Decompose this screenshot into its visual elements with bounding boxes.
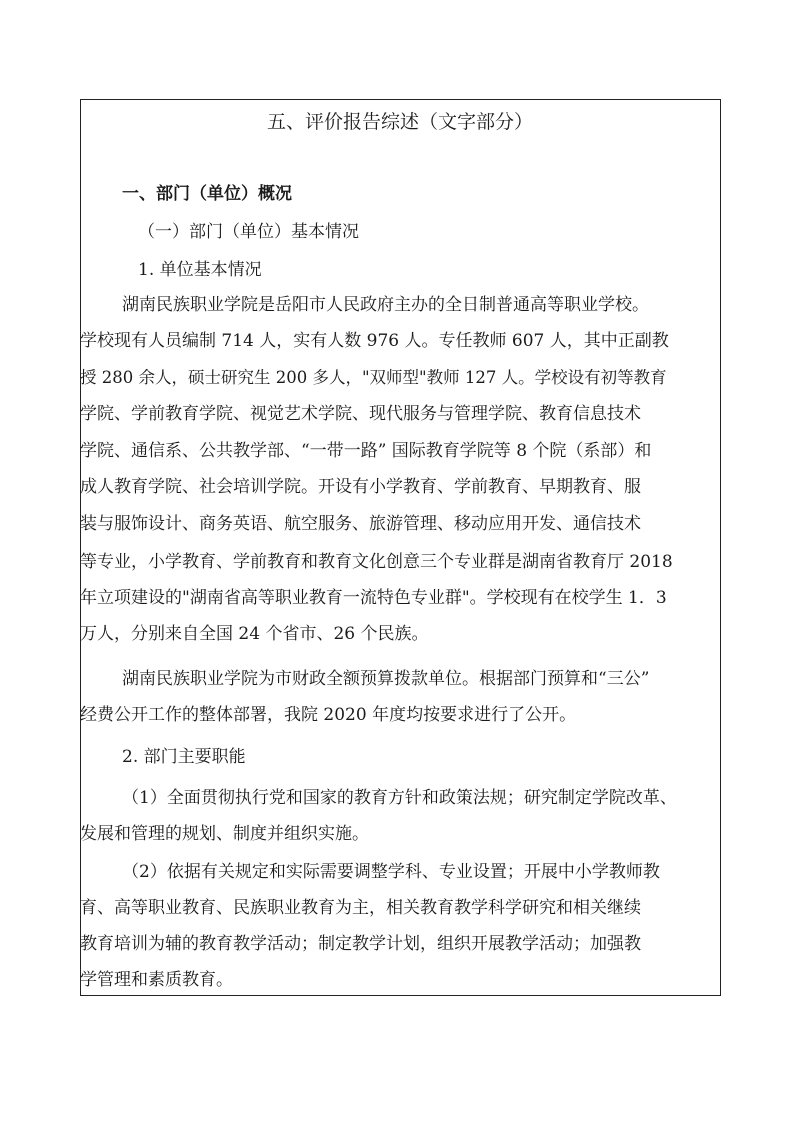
para4-line-3: 教育培训为辅的教育教学活动；制定教学计划，组织开展教学活动；加强教 [80, 934, 641, 954]
para1-line-5: 学院、通信系、公共教学部、“一带一路” 国际教育学院等 8 个院（系部）和 [80, 441, 652, 461]
heading-main-functions: 2. 部门主要职能 [122, 747, 246, 767]
heading-unit-basic-info: 1. 单位基本情况 [138, 260, 262, 280]
para1-line-2: 学校现有人员编制 714 人，实有人数 976 人。专任教师 607 人，其中正副教 [80, 331, 669, 351]
para1-line-7: 装与服饰设计、商务英语、航空服务、旅游管理、移动应用开发、通信技术 [80, 514, 641, 534]
para4-line-2: 育、高等职业教育、民族职业教育为主，相关教育教学科学研究和相关继续 [80, 898, 641, 918]
section-title: 五、评价报告综述（文字部分） [266, 111, 533, 133]
para1-line-4: 学院、学前教育学院、视觉艺术学院、现代服务与管理学院、教育信息技术 [80, 404, 641, 424]
para3-line-1: （1）全面贯彻执行党和国家的教育方针和政策法规；研究制定学院改革、 [122, 788, 677, 808]
para1-line-3: 授 280 余人，硕士研究生 200 多人，"双师型"教师 127 人。学校设有初等教育 [80, 368, 667, 387]
para1-line-1: 湖南民族职业学院是岳阳市人民政府主办的全日制普通高等职业学校。 [122, 295, 649, 315]
para4-line-4: 学管理和素质教育。 [80, 970, 233, 990]
para1-line-8: 等专业，小学教育、学前教育和教育文化创意三个专业群是湖南省教育厅 2018 [80, 552, 673, 572]
para4-line-1: （2）依据有关规定和实际需要调整学科、专业设置；开展中小学教师教 [122, 862, 660, 882]
para3-line-2: 发展和管理的规划、制度并组织实施。 [80, 824, 369, 844]
heading-department-overview: 一、部门（单位）概况 [122, 184, 292, 204]
para2-line-1: 湖南民族职业学院为市财政全额预算拨款单位。根据部门预算和“三公” [122, 669, 650, 689]
para1-line-10: 万人，分别来自全国 24 个省市、26 个民族。 [80, 624, 429, 644]
para2-line-2: 经费公开工作的整体部署，我院 2020 年度均按要求进行了公开。 [80, 705, 577, 725]
para1-line-9: 年立项建设的"湖南省高等职业教育一流特色专业群"。学校现有在校学生 1．3 [80, 588, 667, 608]
para1-line-6: 成人教育学院、社会培训学院。开设有小学教育、学前教育、早期教育、服 [80, 477, 641, 497]
heading-basic-situation: （一）部门（单位）基本情况 [138, 222, 359, 242]
